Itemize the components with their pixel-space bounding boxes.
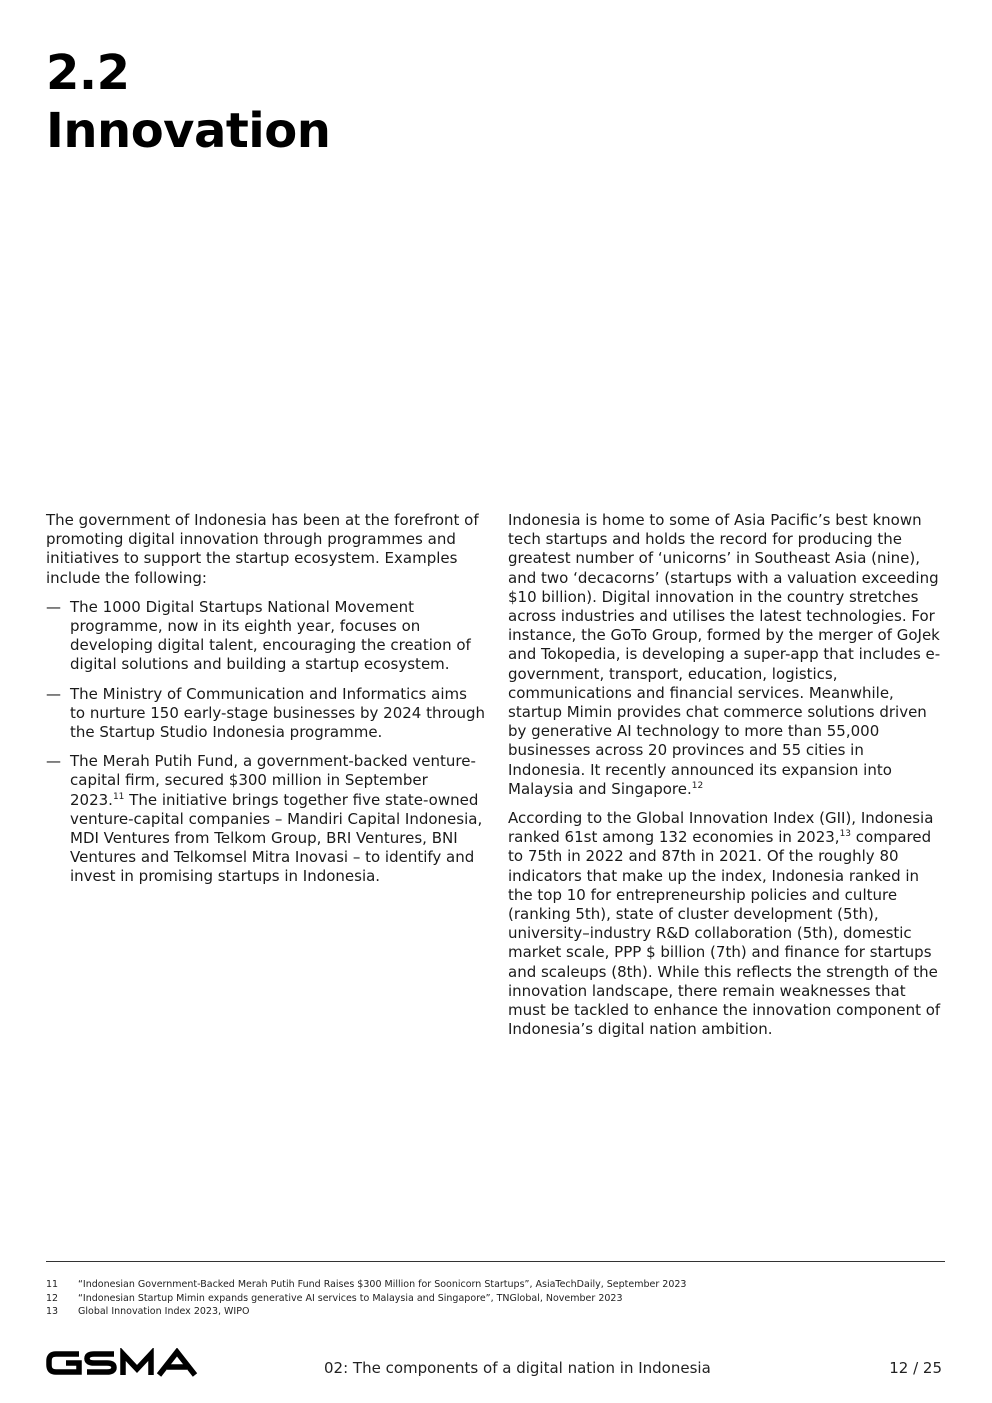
gii-paragraph-text: According to the Global Innovation Index (GII), Indonesia ranked 61st among 132 economies in 2023, (508, 809, 934, 847)
logo-letter-a (159, 1352, 195, 1375)
footnote-13 (46, 1305, 945, 1319)
gsma-logo (46, 1348, 200, 1378)
list-item-text-continued: The initiative brings together five state-owned venture-capital companies – Mandiri Capital Indonesia, MDI Ventures from Telkom Group, BRI Ventures, BNI Ventures and Telkomsel Mitra Inovasi – to identify and invest in promising startups in Indonesia. (70, 790, 483, 886)
right-column (508, 511, 944, 1049)
section-title: Innovation (46, 103, 331, 159)
footnote-ref-13[interactable]: 13 (839, 829, 852, 840)
initiatives-list (46, 598, 486, 887)
list-item-text: The Merah Putih Fund, a government-backed venture-capital firm, secured $300 million in September 2023. (70, 752, 476, 809)
gii-paragraph (508, 809, 944, 1039)
intro-paragraph: The government of Indonesia has been at the forefront of promoting digital innovation through programmes and initiatives to support the startup ecosystem. Examples include the following: (46, 511, 479, 587)
footnote-ref-11[interactable]: 11 (112, 791, 125, 802)
footnote-12 (46, 1292, 945, 1306)
bullet-dash: — (46, 597, 61, 616)
footnote-number: 13 (46, 1306, 59, 1317)
list-item (46, 752, 486, 886)
list-item (46, 685, 486, 743)
bullet-dash: — (46, 752, 61, 771)
footnote-text: “Indonesian Startup Mimin expands generative AI services to Malaysia and Singapore”, TNGlobal, November 2023 (78, 1292, 623, 1304)
list-item-text: The 1000 Digital Startups National Movement programme, now in its eighth year, focuses on developing digital talent, encouraging the creation of digital solutions and building a startup ecosystem. (70, 597, 471, 674)
running-title: 02: The components of a digital nation in Indonesia (324, 1359, 711, 1377)
footnote-divider (46, 1261, 945, 1262)
section-heading (46, 44, 330, 160)
section-number: 2.2 (46, 45, 130, 101)
page-number: 12 / 25 (889, 1359, 942, 1377)
startups-paragraph (508, 511, 944, 799)
logo-letter-s (87, 1354, 114, 1372)
footnote-11 (46, 1278, 945, 1292)
left-column (46, 511, 486, 897)
list-item-text: The Ministry of Communication and Informatics aims to nurture 150 early-stage businesses by 2024 through the Startup Studio Indonesia programme. (70, 684, 486, 742)
gii-paragraph-text-continued: compared to 75th in 2022 and 87th in 2021. Of the roughly 80 indicators that make up the index, Indonesia ranked in the top 10 for entrepreneurship policies and culture (ranking 5th), state of cluster development (5th), university–industry R&D collaboration (5th), domestic market scale, PPP $ billion (7th) and finance for startups and scaleups (8th). While this reflects the strength of the innovation landscape, there remain weaknesses that must be tackled to enhance the innovation component of Indonesia’s digital nation ambition. (508, 828, 941, 1039)
footnote-number: 12 (46, 1292, 59, 1304)
startups-paragraph-text: Indonesia is home to some of Asia Pacific’s best known tech startups and holds the record for producing the greatest number of ‘unicorns’ in Southeast Asia (nine), and two ‘decacorns’ (startups with a valuation exceeding $10 billion). Digital innovation in the country stretches across industries and utilises the latest technologies. For instance, the GoTo Group, formed by the merger of GoJek and Tokopedia, is developing a super-app that includes e-government, transport, education, logistics, communications and financial services. Meanwhile, startup Mimin provides chat commerce solutions driven by generative AI technology to more than 55,000 businesses across 20 provinces and 55 cities in Indonesia. It recently announced its expansion into Malaysia and Singapore. (508, 511, 941, 798)
logo-letter-g (49, 1354, 79, 1372)
footnote-text: “Indonesian Government-Backed Merah Putih Fund Raises $300 Million for Soonicorn Startups”, AsiaTechDaily, September 2023 (78, 1279, 687, 1290)
logo-letter-m (123, 1354, 151, 1375)
footnotes (46, 1278, 945, 1319)
footnote-ref-12[interactable]: 12 (691, 780, 704, 791)
footnote-number: 11 (46, 1279, 59, 1290)
bullet-dash: — (46, 684, 61, 703)
list-item (46, 598, 486, 675)
footnote-text: Global Innovation Index 2023, WIPO (78, 1306, 250, 1317)
